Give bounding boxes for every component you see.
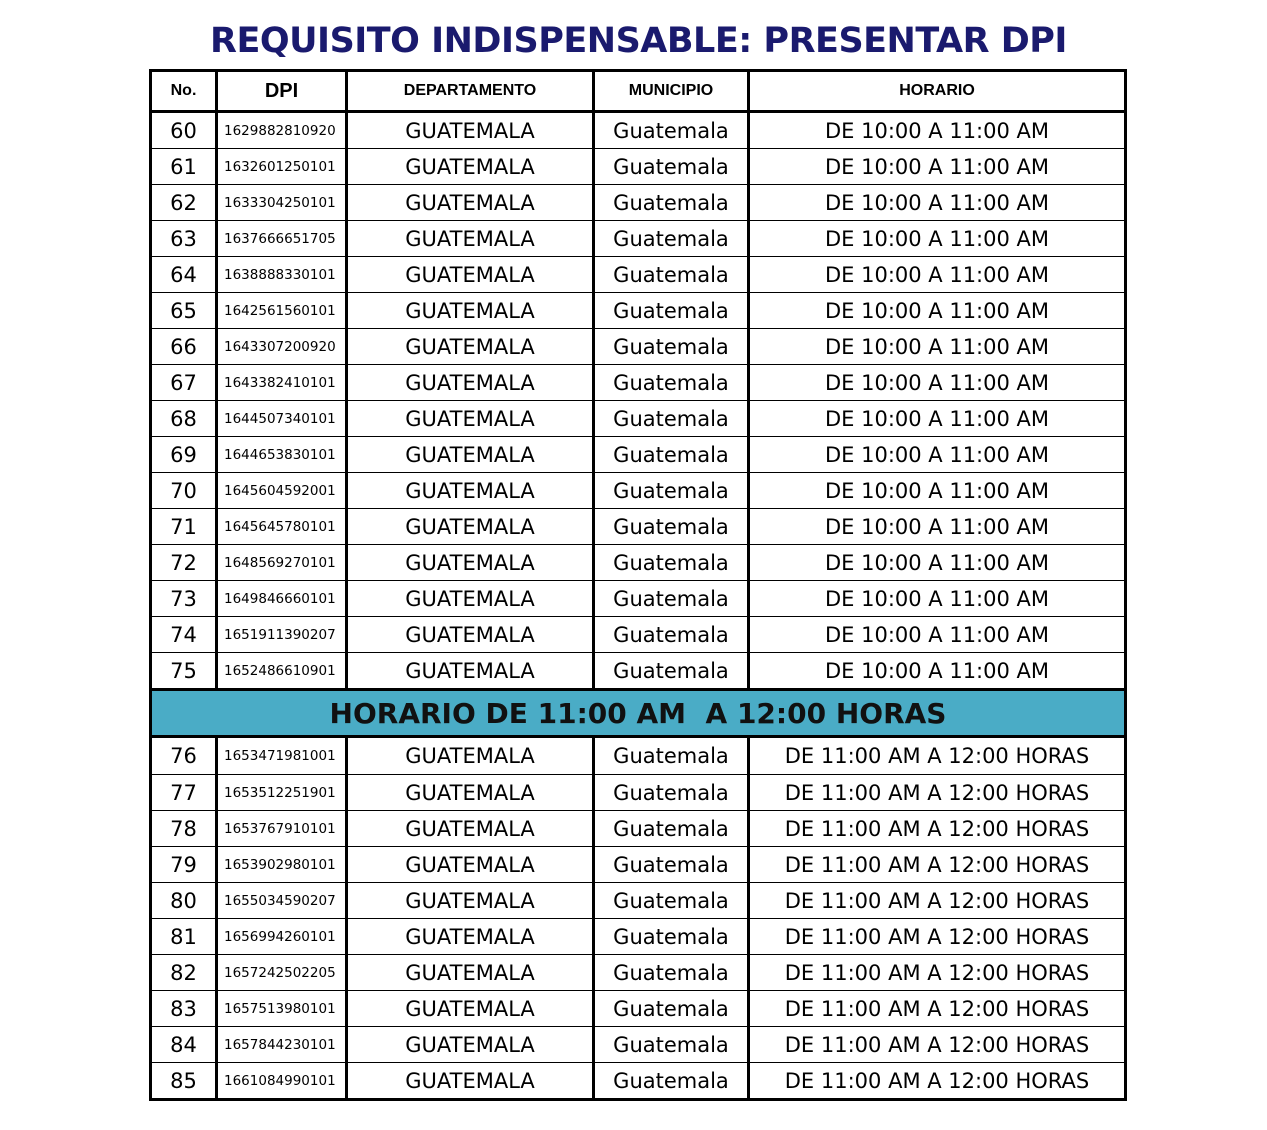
cell-departamento: GUATEMALA bbox=[348, 221, 595, 256]
cell-no: 77 bbox=[152, 775, 218, 810]
cell-departamento: GUATEMALA bbox=[348, 473, 595, 508]
cell-departamento: GUATEMALA bbox=[348, 775, 595, 810]
cell-horario: DE 10:00 A 11:00 AM bbox=[824, 406, 1050, 431]
cell-municipio: Guatemala bbox=[595, 509, 750, 544]
cell-dpi: 1644653830101 bbox=[218, 437, 348, 472]
cell-horario: DE 10:00 A 11:00 AM bbox=[824, 298, 1050, 323]
cell-horario: DE 10:00 A 11:00 AM bbox=[824, 262, 1050, 287]
table-row bbox=[152, 580, 1124, 616]
cell-municipio: Guatemala bbox=[595, 545, 750, 580]
table-row bbox=[152, 954, 1124, 990]
cell-dpi: 1645604592001 bbox=[218, 473, 348, 508]
cell-departamento: GUATEMALA bbox=[348, 653, 595, 688]
cell-departamento: GUATEMALA bbox=[348, 738, 595, 774]
cell-departamento: GUATEMALA bbox=[348, 329, 595, 364]
cell-no: 62 bbox=[152, 185, 218, 220]
table-header-row bbox=[152, 72, 1124, 112]
table-row bbox=[152, 184, 1124, 220]
cell-departamento: GUATEMALA bbox=[348, 365, 595, 400]
cell-no: 65 bbox=[152, 293, 218, 328]
cell-horario: DE 10:00 A 11:00 AM bbox=[824, 442, 1050, 467]
cell-dpi: 1651911390207 bbox=[218, 617, 348, 652]
cell-horario: DE 11:00 AM A 12:00 HORAS bbox=[784, 1068, 1090, 1093]
cell-no: 78 bbox=[152, 811, 218, 846]
cell-horario: DE 11:00 AM A 12:00 HORAS bbox=[784, 924, 1090, 949]
cell-no: 69 bbox=[152, 437, 218, 472]
cell-municipio: Guatemala bbox=[595, 738, 750, 774]
cell-municipio: Guatemala bbox=[595, 401, 750, 436]
table-row bbox=[152, 508, 1124, 544]
cell-horario: DE 10:00 A 11:00 AM bbox=[824, 118, 1050, 143]
cell-municipio: Guatemala bbox=[595, 149, 750, 184]
table-row bbox=[152, 112, 1124, 148]
table-row bbox=[152, 328, 1124, 364]
cell-departamento: GUATEMALA bbox=[348, 293, 595, 328]
cell-departamento: GUATEMALA bbox=[348, 581, 595, 616]
cell-municipio: Guatemala bbox=[595, 955, 750, 990]
cell-dpi: 1653902980101 bbox=[218, 847, 348, 882]
cell-departamento: GUATEMALA bbox=[348, 883, 595, 918]
header-dpi: DPI bbox=[218, 72, 348, 110]
cell-no: 68 bbox=[152, 401, 218, 436]
cell-departamento: GUATEMALA bbox=[348, 113, 595, 148]
cell-municipio: Guatemala bbox=[595, 221, 750, 256]
table-row bbox=[152, 292, 1124, 328]
cell-horario: DE 10:00 A 11:00 AM bbox=[824, 334, 1050, 359]
cell-horario: DE 10:00 A 11:00 AM bbox=[824, 586, 1050, 611]
cell-dpi: 1655034590207 bbox=[218, 883, 348, 918]
cell-dpi: 1633304250101 bbox=[218, 185, 348, 220]
cell-dpi: 1645645780101 bbox=[218, 509, 348, 544]
cell-dpi: 1643307200920 bbox=[218, 329, 348, 364]
cell-horario: DE 10:00 A 11:00 AM bbox=[824, 622, 1050, 647]
cell-horario: DE 10:00 A 11:00 AM bbox=[824, 370, 1050, 395]
cell-no: 66 bbox=[152, 329, 218, 364]
cell-dpi: 1653471981001 bbox=[218, 738, 348, 774]
cell-departamento: GUATEMALA bbox=[348, 955, 595, 990]
cell-municipio: Guatemala bbox=[595, 1063, 750, 1098]
table-row bbox=[152, 472, 1124, 508]
cell-departamento: GUATEMALA bbox=[348, 811, 595, 846]
cell-horario: DE 10:00 A 11:00 AM bbox=[824, 658, 1050, 683]
header-departamento: DEPARTAMENTO bbox=[348, 72, 595, 110]
table-row bbox=[152, 256, 1124, 292]
cell-dpi: 1653512251901 bbox=[218, 775, 348, 810]
cell-no: 81 bbox=[152, 919, 218, 954]
cell-horario: DE 10:00 A 11:00 AM bbox=[824, 514, 1050, 539]
cell-departamento: GUATEMALA bbox=[348, 257, 595, 292]
cell-no: 64 bbox=[152, 257, 218, 292]
cell-municipio: Guatemala bbox=[595, 293, 750, 328]
header-no: No. bbox=[152, 72, 218, 110]
cell-horario: DE 11:00 AM A 12:00 HORAS bbox=[784, 960, 1090, 985]
schedule-band-heading: HORARIO DE 11:00 AM A 12:00 HORAS bbox=[152, 688, 1124, 738]
cell-departamento: GUATEMALA bbox=[348, 847, 595, 882]
cell-horario: DE 10:00 A 11:00 AM bbox=[824, 478, 1050, 503]
cell-departamento: GUATEMALA bbox=[348, 509, 595, 544]
header-horario: HORARIO bbox=[899, 82, 975, 99]
header-municipio: MUNICIPIO bbox=[595, 72, 750, 110]
cell-dpi: 1661084990101 bbox=[218, 1063, 348, 1098]
cell-no: 67 bbox=[152, 365, 218, 400]
cell-no: 71 bbox=[152, 509, 218, 544]
cell-departamento: GUATEMALA bbox=[348, 991, 595, 1026]
cell-horario: DE 10:00 A 11:00 AM bbox=[824, 550, 1050, 575]
table-row bbox=[152, 738, 1124, 774]
table-row bbox=[152, 544, 1124, 580]
table-row bbox=[152, 810, 1124, 846]
cell-no: 76 bbox=[152, 738, 218, 774]
cell-dpi: 1642561560101 bbox=[218, 293, 348, 328]
cell-no: 74 bbox=[152, 617, 218, 652]
table-row bbox=[152, 846, 1124, 882]
cell-municipio: Guatemala bbox=[595, 581, 750, 616]
page-title: REQUISITO INDISPENSABLE: PRESENTAR DPI bbox=[210, 21, 1067, 61]
cell-horario: DE 10:00 A 11:00 AM bbox=[824, 226, 1050, 251]
cell-municipio: Guatemala bbox=[595, 185, 750, 220]
cell-horario: DE 11:00 AM A 12:00 HORAS bbox=[784, 996, 1090, 1021]
cell-dpi: 1643382410101 bbox=[218, 365, 348, 400]
schedule-table bbox=[149, 69, 1127, 1101]
cell-dpi: 1637666651705 bbox=[218, 221, 348, 256]
cell-departamento: GUATEMALA bbox=[348, 1027, 595, 1062]
cell-dpi: 1657513980101 bbox=[218, 991, 348, 1026]
cell-horario: DE 11:00 AM A 12:00 HORAS bbox=[784, 780, 1090, 805]
table-row bbox=[152, 364, 1124, 400]
cell-no: 83 bbox=[152, 991, 218, 1026]
table-row bbox=[152, 148, 1124, 184]
table-row bbox=[152, 882, 1124, 918]
cell-no: 72 bbox=[152, 545, 218, 580]
table-row bbox=[152, 652, 1124, 688]
cell-departamento: GUATEMALA bbox=[348, 149, 595, 184]
cell-horario: DE 10:00 A 11:00 AM bbox=[824, 154, 1050, 179]
cell-no: 63 bbox=[152, 221, 218, 256]
cell-dpi: 1657242502205 bbox=[218, 955, 348, 990]
cell-horario: DE 10:00 A 11:00 AM bbox=[824, 190, 1050, 215]
cell-no: 61 bbox=[152, 149, 218, 184]
cell-horario: DE 11:00 AM A 12:00 HORAS bbox=[784, 1032, 1090, 1057]
cell-dpi: 1653767910101 bbox=[218, 811, 348, 846]
cell-dpi: 1652486610901 bbox=[218, 653, 348, 688]
cell-no: 70 bbox=[152, 473, 218, 508]
cell-municipio: Guatemala bbox=[595, 883, 750, 918]
cell-municipio: Guatemala bbox=[595, 617, 750, 652]
cell-municipio: Guatemala bbox=[595, 919, 750, 954]
cell-departamento: GUATEMALA bbox=[348, 919, 595, 954]
cell-municipio: Guatemala bbox=[595, 653, 750, 688]
cell-municipio: Guatemala bbox=[595, 365, 750, 400]
cell-no: 80 bbox=[152, 883, 218, 918]
cell-departamento: GUATEMALA bbox=[348, 437, 595, 472]
cell-dpi: 1657844230101 bbox=[218, 1027, 348, 1062]
cell-municipio: Guatemala bbox=[595, 473, 750, 508]
cell-departamento: GUATEMALA bbox=[348, 1063, 595, 1098]
cell-municipio: Guatemala bbox=[595, 991, 750, 1026]
table-row bbox=[152, 990, 1124, 1026]
table-row bbox=[152, 918, 1124, 954]
cell-municipio: Guatemala bbox=[595, 1027, 750, 1062]
cell-municipio: Guatemala bbox=[595, 329, 750, 364]
cell-no: 79 bbox=[152, 847, 218, 882]
cell-municipio: Guatemala bbox=[595, 257, 750, 292]
table-row bbox=[152, 1026, 1124, 1062]
table-body bbox=[152, 112, 1124, 1098]
cell-no: 75 bbox=[152, 653, 218, 688]
cell-dpi: 1648569270101 bbox=[218, 545, 348, 580]
cell-horario: DE 11:00 AM A 12:00 HORAS bbox=[784, 852, 1090, 877]
cell-dpi: 1629882810920 bbox=[218, 113, 348, 148]
table-row bbox=[152, 774, 1124, 810]
cell-no: 60 bbox=[152, 113, 218, 148]
cell-no: 82 bbox=[152, 955, 218, 990]
cell-municipio: Guatemala bbox=[595, 847, 750, 882]
cell-horario: DE 11:00 AM A 12:00 HORAS bbox=[784, 744, 1090, 768]
table-row bbox=[152, 616, 1124, 652]
table-row bbox=[152, 400, 1124, 436]
cell-departamento: GUATEMALA bbox=[348, 401, 595, 436]
cell-horario: DE 11:00 AM A 12:00 HORAS bbox=[784, 888, 1090, 913]
cell-dpi: 1638888330101 bbox=[218, 257, 348, 292]
cell-dpi: 1656994260101 bbox=[218, 919, 348, 954]
cell-dpi: 1649846660101 bbox=[218, 581, 348, 616]
table-row bbox=[152, 436, 1124, 472]
cell-no: 85 bbox=[152, 1063, 218, 1098]
cell-departamento: GUATEMALA bbox=[348, 185, 595, 220]
table-row bbox=[152, 1062, 1124, 1098]
cell-departamento: GUATEMALA bbox=[348, 617, 595, 652]
cell-no: 73 bbox=[152, 581, 218, 616]
cell-municipio: Guatemala bbox=[595, 775, 750, 810]
cell-municipio: Guatemala bbox=[595, 113, 750, 148]
cell-horario: DE 11:00 AM A 12:00 HORAS bbox=[784, 816, 1090, 841]
cell-dpi: 1632601250101 bbox=[218, 149, 348, 184]
cell-dpi: 1644507340101 bbox=[218, 401, 348, 436]
cell-no: 84 bbox=[152, 1027, 218, 1062]
cell-municipio: Guatemala bbox=[595, 437, 750, 472]
cell-municipio: Guatemala bbox=[595, 811, 750, 846]
cell-departamento: GUATEMALA bbox=[348, 545, 595, 580]
table-row bbox=[152, 220, 1124, 256]
